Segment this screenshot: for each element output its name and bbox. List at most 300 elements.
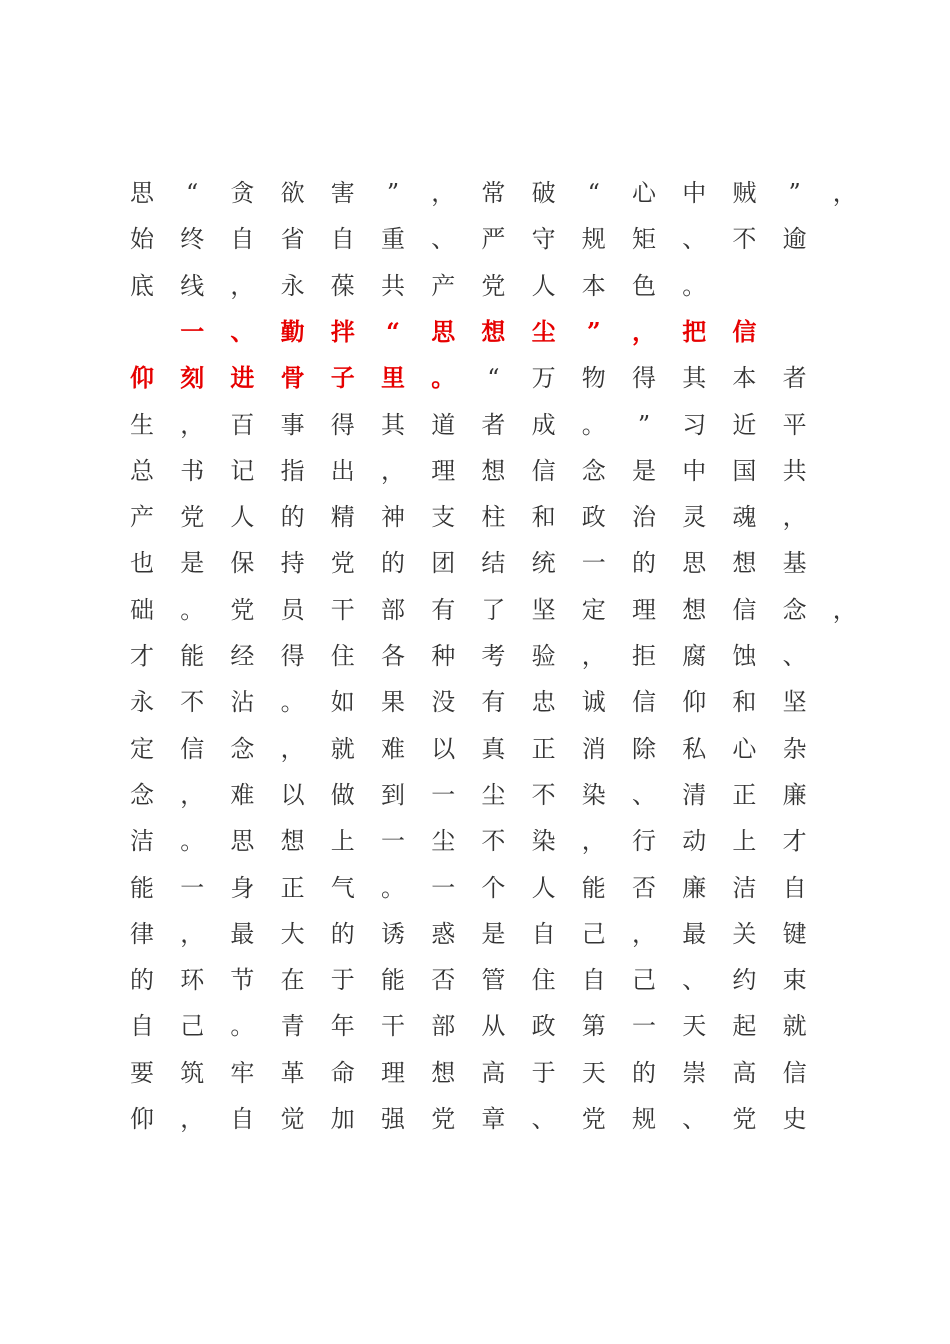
body-char: 除 (632, 734, 656, 763)
body-char: 不 (531, 780, 556, 809)
text-line (0, 775, 950, 815)
body-char: 上 (330, 827, 355, 856)
heading-char: 拌 (330, 316, 355, 346)
body-char: 身 (230, 873, 255, 902)
body-char: 党 (732, 1105, 757, 1133)
text-line (0, 868, 950, 908)
heading-char: ” (586, 316, 601, 346)
text-line (0, 358, 950, 398)
body-char: 坚 (782, 688, 807, 717)
body-char: 理 (632, 595, 656, 624)
body-char: “ (186, 179, 199, 207)
body-char: 加 (330, 1105, 355, 1133)
body-char: 强 (381, 1105, 405, 1133)
body-char: 己 (632, 966, 656, 995)
body-char: 各 (381, 642, 405, 670)
body-char: ” (637, 410, 651, 439)
text-line (0, 590, 950, 630)
body-char: 有 (481, 688, 506, 717)
body-char: 规 (632, 1105, 656, 1133)
body-char: 真 (481, 734, 506, 763)
heading-char: 想 (481, 316, 506, 346)
body-char: 本 (581, 271, 606, 300)
body-char: 保 (230, 549, 255, 578)
body-char: 种 (431, 642, 456, 670)
body-char: 神 (381, 503, 405, 532)
body-char: 统 (531, 549, 556, 578)
body-char: 的 (632, 549, 656, 578)
body-char: 常 (481, 179, 506, 207)
body-char: 百 (230, 410, 255, 439)
body-char: 于 (330, 966, 355, 995)
body-char: 人 (531, 271, 556, 300)
body-char: 能 (381, 966, 405, 995)
body-char: 想 (732, 549, 757, 578)
body-char: 在 (280, 966, 305, 995)
body-char: 定 (581, 595, 606, 624)
body-char: 持 (280, 549, 305, 578)
body-char: 要 (130, 1058, 154, 1087)
body-char: 仰 (682, 688, 707, 717)
body-char: 、 (531, 1105, 556, 1133)
body-char: 和 (732, 688, 757, 717)
body-char: 物 (581, 364, 606, 393)
body-char: 才 (130, 642, 154, 670)
body-char: 党 (230, 595, 255, 624)
body-char: 指 (280, 456, 305, 485)
body-char: 于 (531, 1058, 556, 1087)
body-char: 党 (581, 1105, 606, 1133)
body-char: 永 (130, 688, 154, 717)
body-char: 否 (431, 966, 456, 995)
body-char: 者 (481, 410, 506, 439)
body-char: 党 (180, 503, 205, 532)
body-char: 忠 (531, 688, 556, 717)
body-char: 诱 (381, 919, 405, 948)
body-char: 一 (581, 549, 606, 578)
body-char: 自 (330, 225, 355, 254)
body-char: 永 (280, 271, 305, 300)
body-char: 就 (330, 734, 355, 763)
body-char: 成 (531, 410, 556, 439)
body-char: 了 (481, 595, 506, 624)
body-char: 清 (682, 780, 707, 809)
body-char: 念 (230, 734, 255, 763)
body-char: 生 (130, 410, 154, 439)
body-char: ， (632, 919, 656, 948)
body-char: 诚 (581, 688, 606, 717)
body-char: 事 (280, 410, 305, 439)
body-char: 魂 (732, 503, 757, 532)
body-char: 、 (782, 642, 807, 670)
body-char: 严 (481, 225, 506, 254)
body-char: 束 (782, 966, 807, 995)
body-char: 是 (180, 549, 205, 578)
body-char: ， (280, 734, 305, 763)
heading-char: 骨 (280, 363, 305, 393)
body-char: 的 (381, 549, 405, 578)
body-char: 也 (130, 549, 154, 578)
body-char: 害 (330, 179, 355, 207)
body-char: 本 (732, 364, 757, 393)
text-line (0, 405, 950, 445)
body-char: 就 (782, 1012, 807, 1041)
text-line (0, 960, 950, 1000)
heading-char: 勤 (280, 316, 305, 346)
heading-char: 子 (330, 363, 355, 393)
body-char: 崇 (682, 1058, 707, 1087)
body-char: 平 (782, 410, 807, 439)
body-char: 守 (531, 225, 556, 254)
body-char: 其 (381, 410, 405, 439)
body-char: 能 (130, 873, 154, 902)
body-char: 定 (130, 734, 154, 763)
body-char: 尘 (431, 827, 456, 856)
body-char: 。 (180, 827, 205, 856)
body-char: ， (230, 271, 255, 300)
body-char: 产 (130, 503, 154, 532)
body-char: 不 (180, 688, 205, 717)
body-char: 一 (381, 827, 405, 856)
body-char: 信 (632, 688, 656, 717)
body-char: 廉 (782, 780, 807, 809)
body-char: 心 (732, 734, 757, 763)
body-char: 共 (782, 456, 807, 485)
body-char: 团 (431, 549, 456, 578)
body-char: 、 (431, 225, 456, 254)
body-char: 的 (632, 1058, 656, 1087)
body-char: 近 (732, 410, 757, 439)
text-line (0, 914, 950, 954)
body-char: 万 (531, 364, 556, 393)
body-char: 、 (682, 966, 707, 995)
heading-char: 进 (230, 363, 255, 393)
body-char: ， (782, 503, 807, 532)
body-char: 破 (531, 179, 556, 207)
text-line (0, 729, 950, 769)
heading-char: 把 (682, 316, 707, 346)
body-char: 否 (632, 873, 656, 902)
body-char: ， (581, 642, 606, 670)
text-line (0, 219, 950, 259)
body-char: 线 (180, 271, 205, 300)
body-char: 动 (682, 827, 707, 856)
body-char: 关 (732, 919, 757, 948)
body-char: 终 (180, 225, 205, 254)
body-char: 住 (330, 642, 355, 670)
body-char: 得 (632, 364, 656, 393)
heading-char: 里 (381, 363, 405, 393)
body-char: 、 (632, 780, 656, 809)
body-char: 没 (431, 688, 456, 717)
body-char: 自 (782, 873, 807, 902)
body-char: 中 (682, 456, 707, 485)
body-char: 行 (632, 827, 656, 856)
heading-char: 仰 (130, 363, 154, 393)
heading-char: 。 (431, 363, 456, 393)
body-char: 自 (230, 225, 255, 254)
body-char: 自 (531, 919, 556, 948)
body-char: 不 (481, 827, 506, 856)
body-char: 不 (732, 225, 757, 254)
body-char: 键 (782, 919, 807, 948)
body-char: 干 (330, 595, 355, 624)
body-char: 正 (531, 734, 556, 763)
text-line (0, 497, 950, 537)
body-char: 己 (180, 1012, 205, 1041)
body-char: 念 (782, 595, 807, 624)
body-char: 的 (280, 503, 305, 532)
body-char: 、 (682, 225, 707, 254)
body-char: 心 (632, 179, 656, 207)
body-char: 难 (230, 780, 255, 809)
text-line (0, 1006, 950, 1046)
body-char: 省 (280, 225, 305, 254)
body-char: 拒 (632, 642, 656, 670)
body-char: 想 (682, 595, 707, 624)
body-char: 觉 (280, 1105, 305, 1133)
body-char: 的 (330, 919, 355, 948)
body-char: 葆 (330, 271, 355, 300)
body-char: 的 (130, 966, 154, 995)
body-char: 得 (330, 410, 355, 439)
text-line (0, 636, 950, 676)
body-char: 产 (431, 271, 456, 300)
body-char: 一 (632, 1012, 656, 1041)
body-char: 大 (280, 919, 305, 948)
body-char: 起 (732, 1012, 757, 1041)
body-char: 想 (431, 1058, 456, 1087)
body-char: 以 (431, 734, 456, 763)
body-char: 色 (632, 271, 656, 300)
body-char: 己 (581, 919, 606, 948)
body-char: 坚 (531, 595, 556, 624)
body-char: 逾 (782, 225, 807, 254)
body-char: 干 (381, 1012, 405, 1041)
body-char: 。 (581, 410, 606, 439)
body-char: 做 (330, 780, 355, 809)
text-line (0, 266, 950, 306)
body-char: 是 (481, 919, 506, 948)
body-char: 沾 (230, 688, 255, 717)
body-char: 才 (782, 827, 807, 856)
body-char: 自 (130, 1012, 154, 1041)
body-char: 思 (130, 179, 154, 207)
body-char: 一 (431, 873, 456, 902)
body-char: 自 (581, 966, 606, 995)
body-char: 。 (381, 873, 405, 902)
body-char: 约 (732, 966, 757, 995)
text-line (0, 543, 950, 583)
body-char: 出 (330, 456, 355, 485)
body-char: 经 (230, 642, 255, 670)
body-char: 天 (682, 1012, 707, 1041)
body-char: 想 (481, 456, 506, 485)
body-char: 国 (732, 456, 757, 485)
body-char: 有 (431, 595, 456, 624)
body-char: ， (431, 179, 456, 207)
body-char: 信 (531, 456, 556, 485)
heading-char: “ (386, 316, 400, 346)
body-char: 治 (632, 503, 656, 532)
body-char: 以 (280, 780, 305, 809)
body-char: 支 (431, 503, 456, 532)
body-char: 环 (180, 966, 205, 995)
body-char: 天 (581, 1058, 606, 1087)
body-char: 思 (682, 549, 707, 578)
body-char: 习 (682, 410, 707, 439)
body-char: 杂 (782, 734, 807, 763)
body-char: 总 (130, 456, 154, 485)
body-char: 政 (581, 503, 606, 532)
body-char: 员 (280, 595, 305, 624)
text-line (0, 682, 950, 722)
heading-char: 、 (230, 316, 255, 346)
body-char: 精 (330, 503, 355, 532)
text-line (0, 312, 950, 352)
body-char: 正 (732, 780, 757, 809)
body-char: 上 (732, 827, 757, 856)
body-char: 管 (481, 966, 506, 995)
body-char: 念 (581, 456, 606, 485)
body-char: 中 (682, 179, 707, 207)
body-char: 记 (230, 456, 255, 485)
body-char: 能 (581, 873, 606, 902)
body-char: 重 (381, 225, 405, 254)
body-char: 理 (431, 456, 456, 485)
body-char: 部 (381, 595, 405, 624)
body-char: 贼 (732, 179, 757, 207)
body-char: 惑 (431, 919, 456, 948)
body-char: 信 (732, 595, 757, 624)
body-char: 筑 (180, 1058, 205, 1087)
body-char: 最 (230, 919, 255, 948)
body-char: “ (587, 179, 600, 207)
body-char: 共 (381, 271, 405, 300)
body-char: 最 (682, 919, 707, 948)
body-char: 贪 (230, 179, 255, 207)
body-char: 个 (481, 873, 506, 902)
heading-char: 刻 (180, 363, 205, 393)
body-char: 信 (180, 734, 205, 763)
body-char: 尘 (481, 780, 506, 809)
body-char: 牢 (230, 1058, 255, 1087)
body-char: 如 (330, 688, 355, 717)
body-char: 其 (682, 364, 707, 393)
body-char: 信 (782, 1058, 807, 1087)
body-char: 党 (330, 549, 355, 578)
body-char: ， (581, 827, 606, 856)
body-char: 党 (431, 1105, 456, 1133)
body-char: 一 (431, 780, 456, 809)
body-char: 律 (130, 919, 154, 948)
body-char: 。 (230, 1012, 255, 1041)
text-line (0, 821, 950, 861)
body-char: 基 (782, 549, 807, 578)
body-char: 高 (481, 1058, 506, 1087)
body-char: 革 (280, 1058, 305, 1087)
body-char: 从 (481, 1012, 506, 1041)
body-char: 到 (381, 780, 405, 809)
body-char: 消 (581, 734, 606, 763)
body-char: 年 (330, 1012, 355, 1041)
body-char: ， (832, 179, 857, 207)
heading-char: 信 (732, 316, 757, 346)
body-char: 洁 (732, 873, 757, 902)
body-char: 书 (180, 456, 205, 485)
body-char: 想 (280, 827, 305, 856)
text-line (0, 1099, 950, 1139)
body-char: 得 (280, 642, 305, 670)
body-char: 者 (782, 364, 807, 393)
body-char: 染 (531, 827, 556, 856)
body-char: 理 (381, 1058, 405, 1087)
body-char: 蚀 (732, 642, 757, 670)
body-char: 考 (481, 642, 506, 670)
body-char: 欲 (280, 179, 305, 207)
body-char: 私 (682, 734, 707, 763)
text-line (0, 1053, 950, 1093)
body-char: 始 (130, 225, 154, 254)
body-char: 一 (180, 873, 205, 902)
text-line (0, 451, 950, 491)
body-char: ， (180, 410, 205, 439)
body-char: 腐 (682, 642, 707, 670)
body-char: 矩 (632, 225, 656, 254)
body-char: 灵 (682, 503, 707, 532)
body-char: 规 (581, 225, 606, 254)
body-char: ， (381, 456, 405, 485)
body-char: 是 (632, 456, 656, 485)
body-char: ， (180, 780, 205, 809)
body-char: 正 (280, 873, 305, 902)
body-char: 高 (732, 1058, 757, 1087)
body-char: 政 (531, 1012, 556, 1041)
body-char: 、 (682, 1105, 707, 1133)
body-char: 洁 (130, 827, 154, 856)
body-char: 人 (531, 873, 556, 902)
body-char: ， (832, 595, 857, 624)
body-char: 础 (130, 595, 154, 624)
body-char: 青 (280, 1012, 305, 1041)
body-char: 党 (481, 271, 506, 300)
body-char: 仰 (130, 1105, 154, 1133)
body-char: 史 (782, 1105, 807, 1133)
body-char: 道 (431, 410, 456, 439)
body-char: 。 (280, 688, 305, 717)
heading-char: 一 (180, 316, 205, 346)
body-char: 。 (180, 595, 205, 624)
body-char: 廉 (682, 873, 707, 902)
body-char: 自 (230, 1105, 255, 1133)
heading-char: ， (632, 316, 656, 346)
body-char: “ (487, 364, 500, 393)
body-char: ， (180, 1105, 205, 1133)
body-char: 柱 (481, 503, 506, 532)
body-char: 部 (431, 1012, 456, 1041)
body-char: ” (386, 179, 400, 207)
body-char: 住 (531, 966, 556, 995)
text-line (0, 173, 950, 213)
body-char: 验 (531, 642, 556, 670)
heading-char: 思 (431, 316, 456, 346)
body-char: 念 (130, 780, 154, 809)
body-char: 。 (682, 271, 707, 300)
body-char: 底 (130, 271, 154, 300)
body-char: 能 (180, 642, 205, 670)
body-char: ， (180, 919, 205, 948)
heading-char: 尘 (531, 316, 556, 346)
